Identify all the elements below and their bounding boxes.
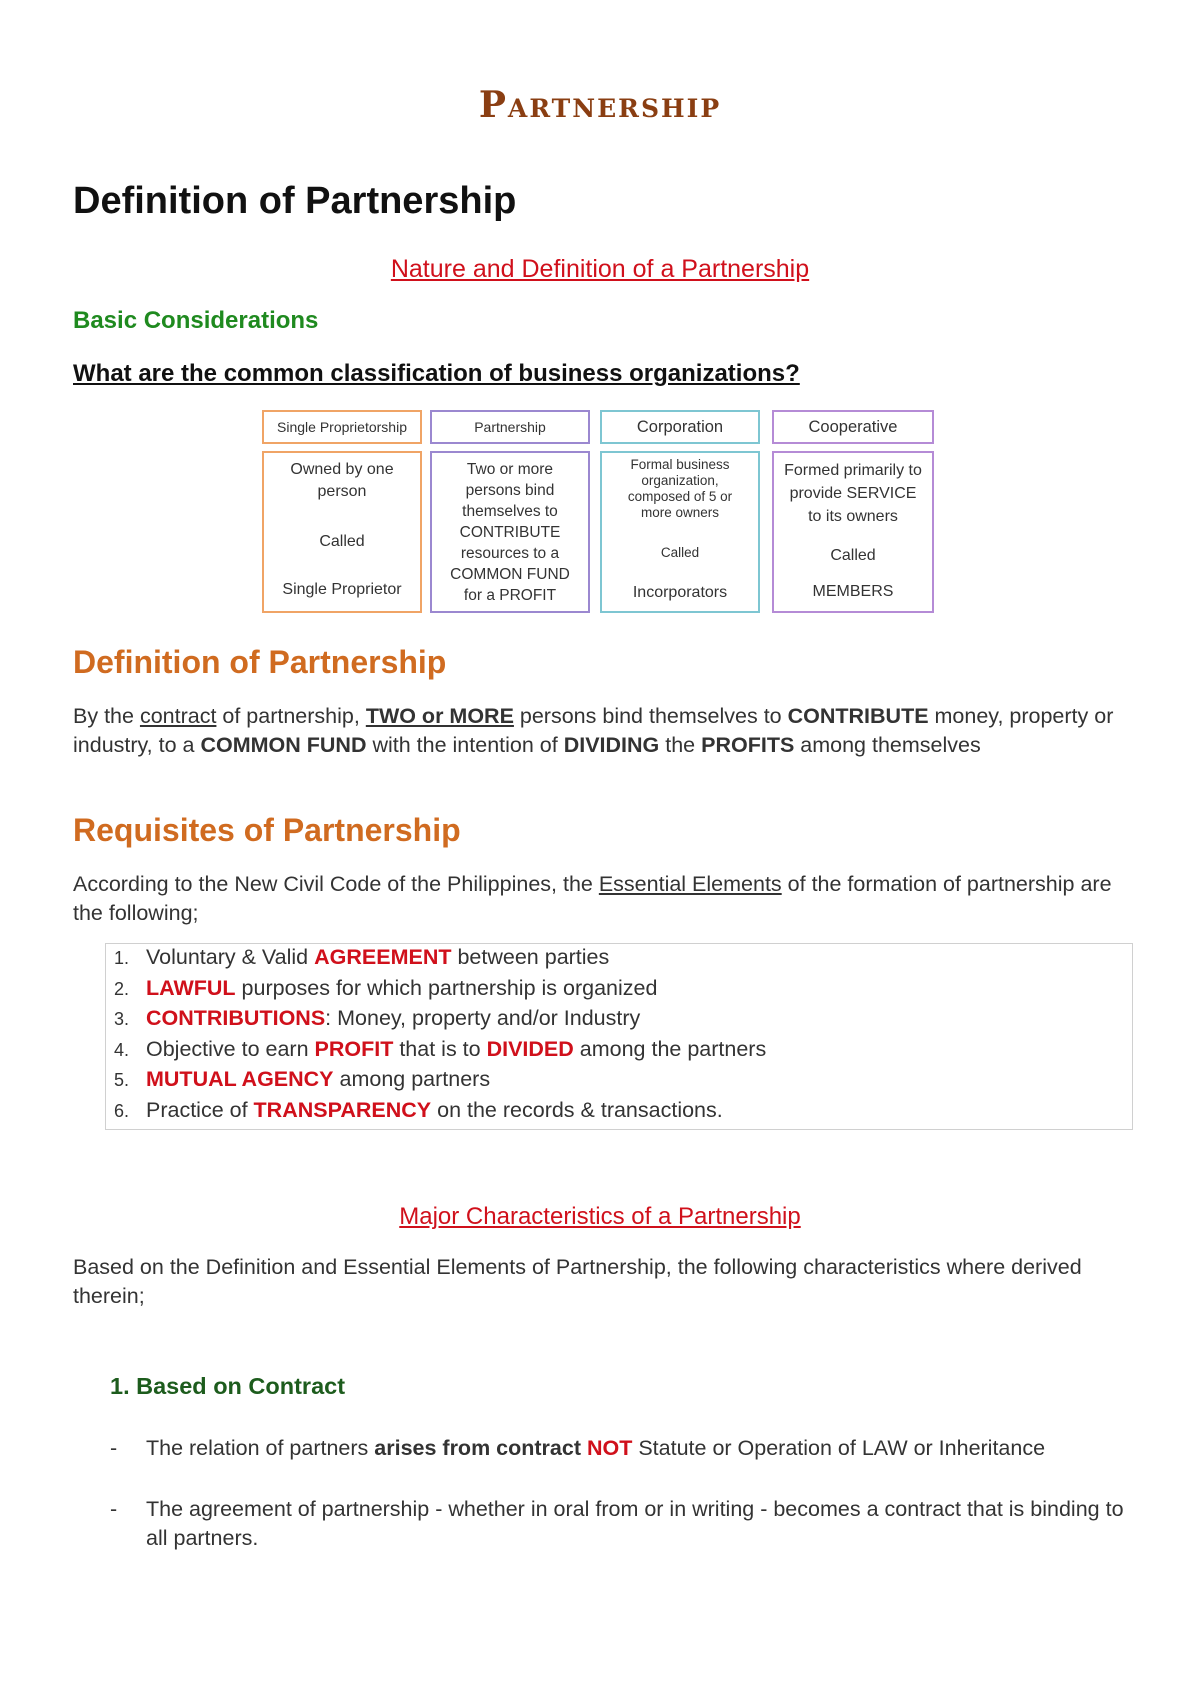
main-heading: Definition of Partnership [73,180,517,222]
box-header-cooperative: Cooperative [772,410,934,444]
box-body-single-proprietorship [262,451,422,613]
definition-heading: Definition of Partnership [73,644,447,680]
box-desc: Formed primarily to provide SERVICE to its owners [784,462,922,525]
box-called: Called [319,533,365,550]
box-header-corporation: Corporation [600,410,760,444]
section-title-characteristics: Major Characteristics of a Partnership [399,1203,801,1230]
box-body-corporation [600,451,760,613]
box-term: Incorporators [632,584,728,601]
box-called: Called [830,546,876,564]
requisites-heading: Requisites of Partnership [73,812,461,848]
box-header-single-proprietorship: Single Proprietorship [262,410,422,444]
characteristics-intro: Based on the Definition and Essential Elements of Partnership, the following characteristics where derived therein; [73,1255,1082,1308]
document-title: Partnership [478,84,722,126]
box-desc: Owned by one person [290,461,394,500]
classification-question: What are the common classification of business organizations? [73,360,800,387]
contract-term: contract [139,704,217,728]
two-or-more-term: TWO or MORE [365,704,514,728]
box-desc: Formal business organization, composed of 5 or more owners [627,457,733,520]
box-desc: Two or more persons bind themselves to CONTRIBUTE resources to a COMMON FUND for a PROFIT [450,461,570,604]
box-term: MEMBERS [812,583,894,600]
section-title-nature: Nature and Definition of a Partnership [390,255,810,283]
box-body-partnership [430,451,590,613]
definition-paragraph: By the contract of partnership, TWO or MORE persons bind themselves to CONTRIBUTE money, property or industry, to a COMMON FUND with the intention of DIVIDING the PROFITS among themselves [73,704,1114,757]
characteristic-1-heading: 1. Based on Contract [110,1373,346,1399]
box-called: Called [660,545,700,560]
box-term: Single Proprietor [282,581,402,598]
document-page: Partnership Definition of Partnership Nature and Definition of a Partnership Basic Considerations What are the common classification of business organizations? Single Proprietorship Partnership Corporation Cooperative Owned by one person Called Single Proprietor Two or more persons bind themselves to CONTRIBUTE resources to a COMMON FUND for a PROFIT Formal business organization, composed of 5 or more owners Called Incorporators Formed primarily to provide SERVICE to its owners Called MEMBERS Definition of Partnership By the contract of partnership, TWO or MORE persons bind themselves to CONTRIBUTE money, property or industry, to a COMMON FUND with the intention of DIVIDING the PROFITS among themselves Requisites of Partnership According to the New Civil Code of the Philippines, the Essential Elements of the formation of partnership are the following; 1. Voluntary & Valid AGREEMENT between parties 2. LAWFUL purposes for which partnership is organized 3. CONTRIBUTIONS: Money, property and/or Industry 4. Objective to earn PROFIT that is to DIVIDED among the partners 5. MUTUAL AGENCY among partners 6. Practice of TRANSPARENCY on the records & transactions. Major Characteristics of a Partnership Based on the Definition and Essential Elements of Partnership, the following characteristics where derived therein; 1. Based on Contract - The relation of partners arises from contract NOT Statute or Operation of LAW or Inheritance - The agreement of partnership - whether in oral from or in writing - becomes a contract that is binding to all partners. [0,0,1200,1698]
basic-considerations-heading: Basic Considerations [73,307,319,334]
requisites-intro: According to the New Civil Code of the Philippines, the Essential Elements of the formation of partnership are the following; [73,872,1112,925]
essential-elements-term: Essential Elements [598,872,782,896]
box-body-cooperative [772,451,934,613]
requisites-list: 1. Voluntary & Valid AGREEMENT between parties 2. LAWFUL purposes for which partnership is organized 3. CONTRIBUTIONS: Money, property and/or Industry 4. Objective to earn PROFIT that is to DIVIDED among the partners 5. MUTUAL AGENCY among partners 6. Practice of TRANSPARENCY on the records & transactions. [105,943,1133,1130]
box-header-partnership: Partnership [430,410,590,444]
